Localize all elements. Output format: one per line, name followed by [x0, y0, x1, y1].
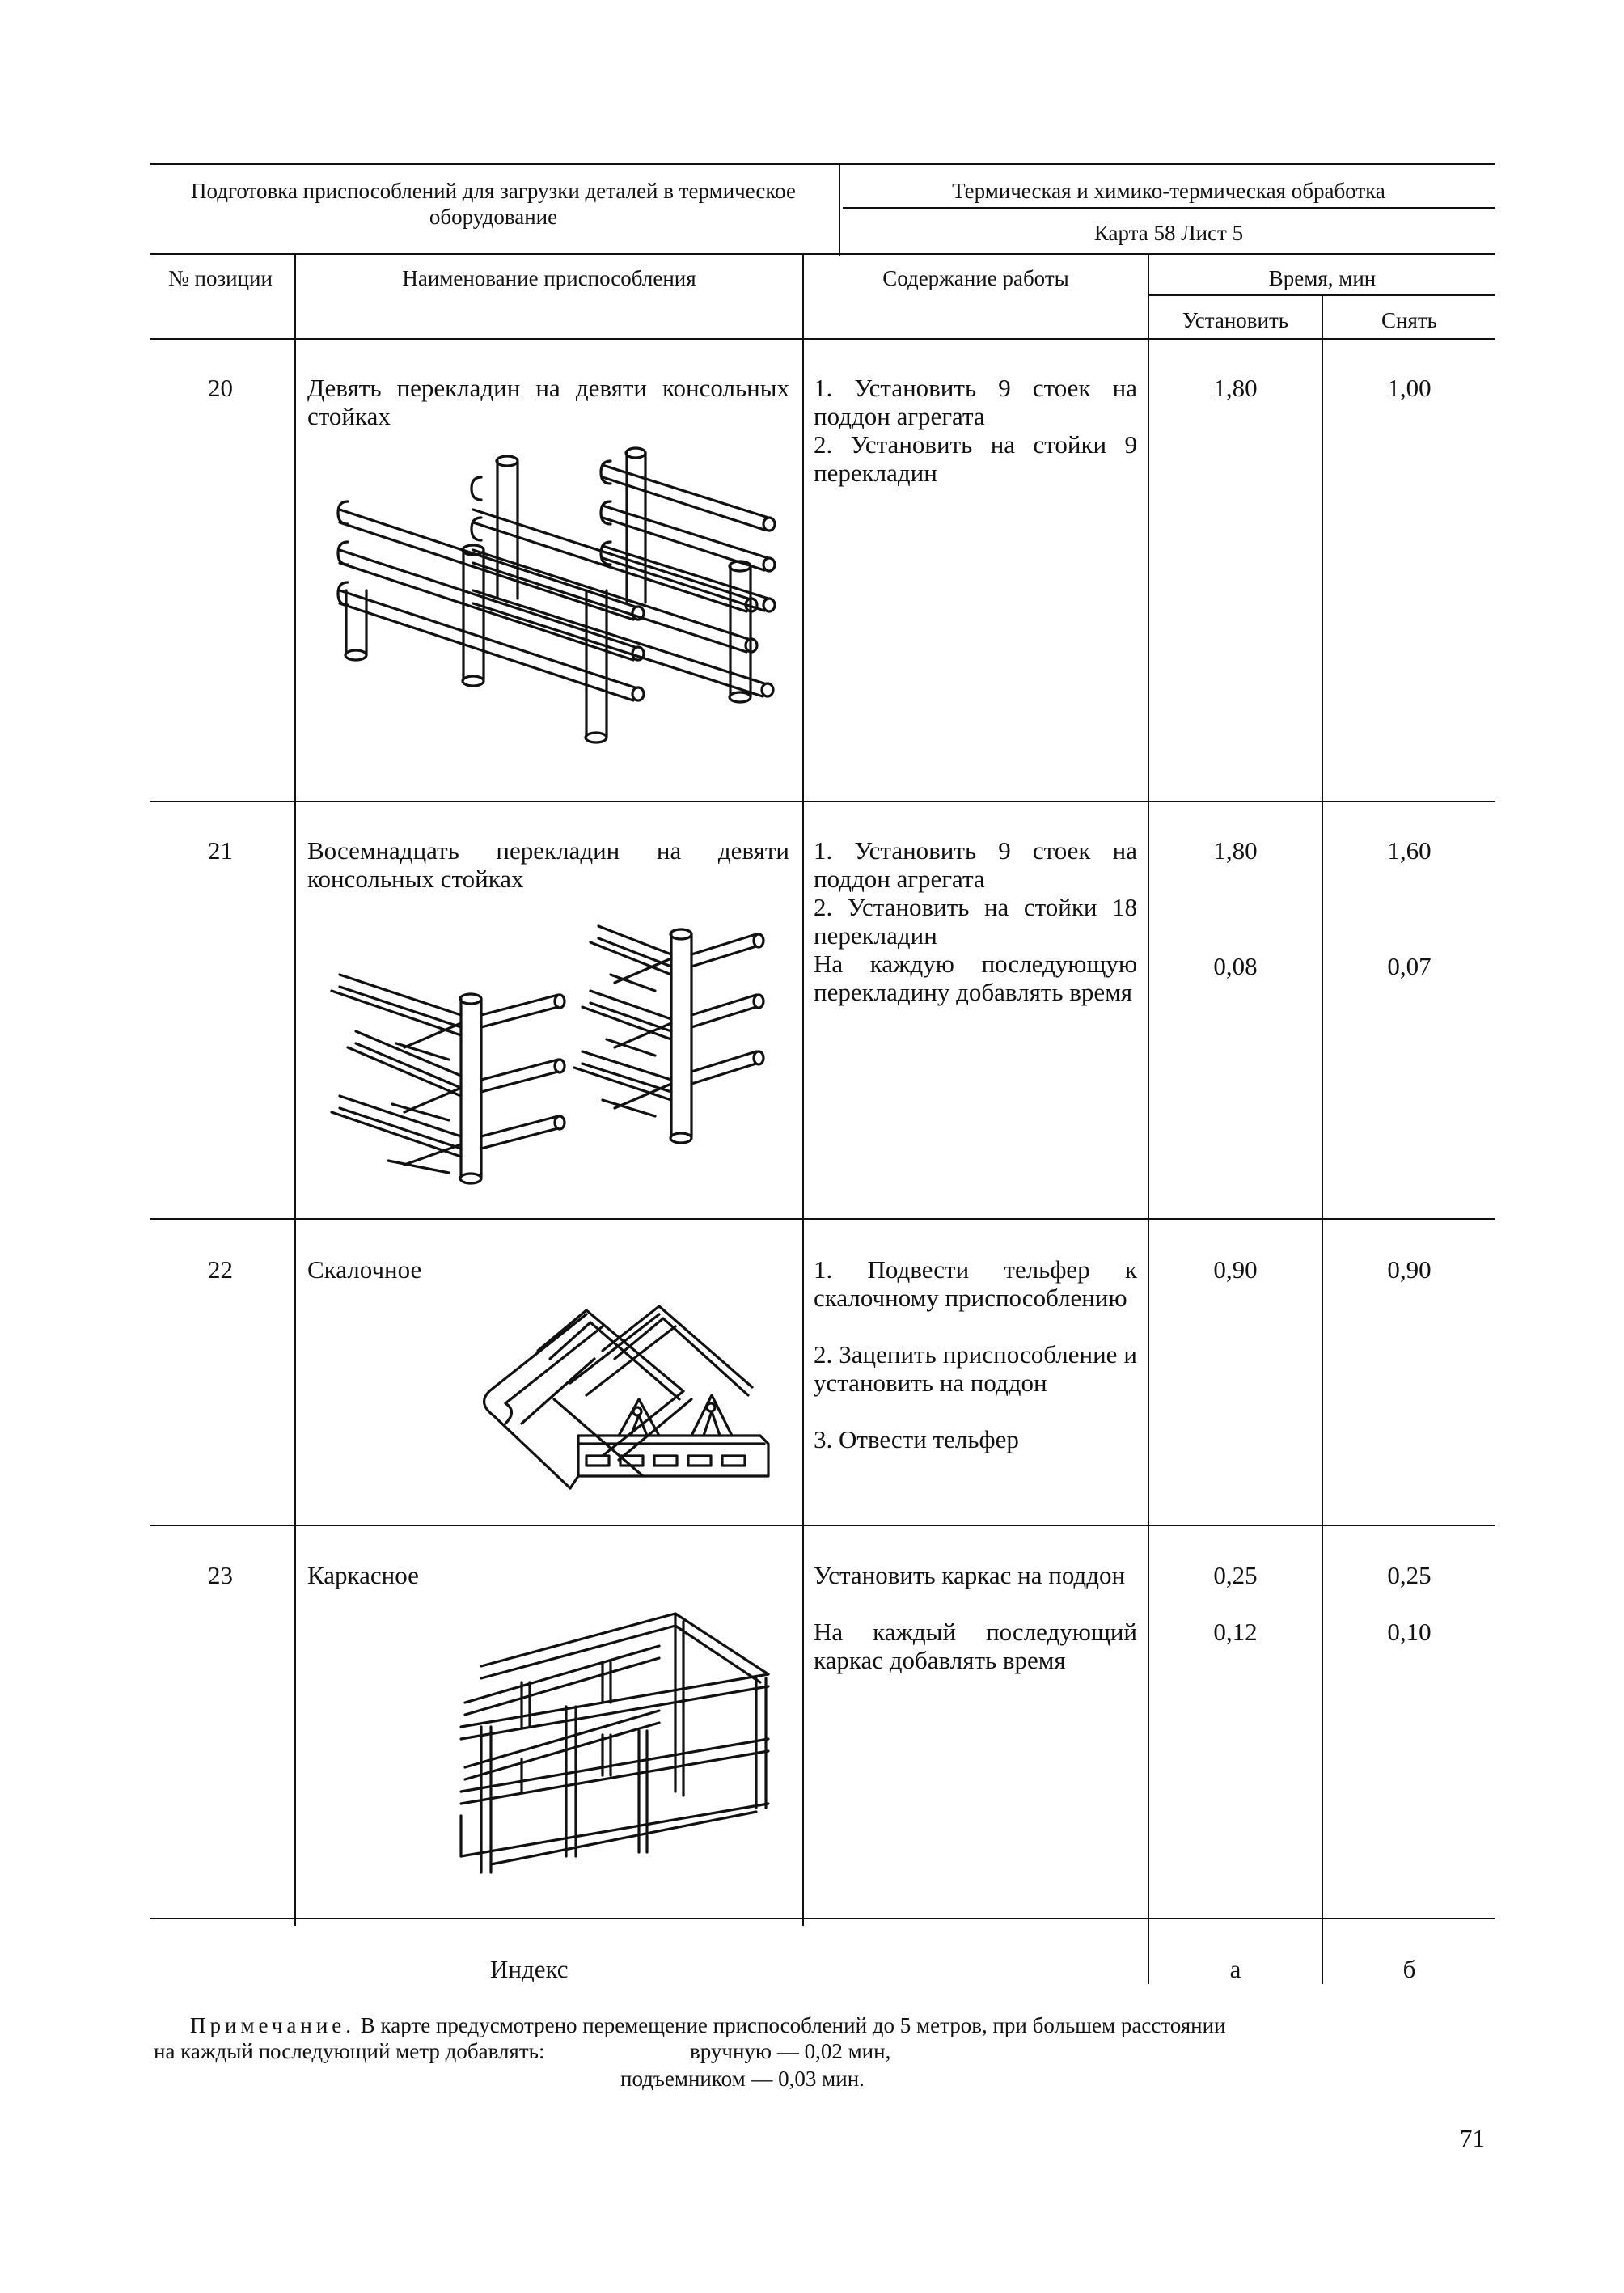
index-remove: б — [1402, 1955, 1416, 1983]
row-23-remove-2: 0,10 — [1387, 1618, 1432, 1646]
column-install-header: Установить — [1182, 308, 1289, 332]
page-number: 71 — [1460, 2124, 1485, 2152]
column-name-header: Наименование приспособления — [402, 266, 696, 290]
row-22-work-2: 2. Зацепить приспособление и установить на поддон — [814, 1340, 1137, 1397]
note-line-1 — [190, 2012, 1492, 2038]
row-20-name: Девять перекладин на девяти консольных стойках — [307, 374, 789, 430]
column-remove-header: Снять — [1381, 308, 1437, 332]
note-text: В карте предусмотрено перемещение приспособлений до 5 метров, при большем расстоянии — [360, 2013, 1226, 2037]
row-23-install-1: 0,25 — [1213, 1561, 1258, 1589]
row-20-remove: 1,00 — [1387, 374, 1432, 402]
eighteen-crossbars-drawing-icon — [315, 910, 793, 1185]
card-label: Карта 58 Лист 5 — [1093, 221, 1244, 245]
frame-fixture-drawing-icon — [449, 1597, 780, 1889]
row-23-remove-1: 0,25 — [1387, 1561, 1432, 1589]
row-23-work-1: Установить каркас на поддон — [814, 1561, 1126, 1589]
nine-crossbars-drawing-icon — [311, 429, 797, 768]
row-21-remove-1: 1,60 — [1387, 836, 1432, 865]
row-23-install-2: 0,12 — [1213, 1618, 1258, 1646]
index-label: Индекс — [490, 1955, 569, 1983]
row-22-work-1: 1. Подвести тельфер к скалочному приспособлению — [814, 1255, 1137, 1312]
row-21-work-3: На каждую последующую перекладину добавлять время — [814, 950, 1137, 1006]
row-21-install-1: 1,80 — [1213, 836, 1258, 865]
row-23-name: Каркасное — [307, 1561, 419, 1589]
row-21-work-1: 1. Установить 9 стоек на поддон агрегата — [814, 836, 1137, 893]
note-label: Примечание. — [190, 2013, 356, 2037]
row-22-remove: 0,90 — [1387, 1255, 1432, 1284]
note-lift: подъемником — 0,03 мин. — [620, 2067, 865, 2091]
row-21-number: 21 — [208, 836, 233, 865]
row-21-remove-2: 0,07 — [1387, 952, 1432, 980]
row-20-work-2: 2. Установить на стойки 9 перекладин — [814, 430, 1137, 487]
row-21-name: Восемнадцать перекладин на девяти консольных стойках — [307, 836, 789, 893]
row-23-work-2: На каждый последующий каркас добавлять время — [814, 1618, 1137, 1674]
column-position-header: № позиции — [168, 266, 273, 290]
column-content-header: Содержание работы — [882, 266, 1069, 290]
row-22-install: 0,90 — [1213, 1255, 1258, 1284]
row-22-number: 22 — [208, 1255, 233, 1284]
row-20-install: 1,80 — [1213, 374, 1258, 402]
column-time-header: Время, мин — [1268, 266, 1377, 290]
rolling-fixture-drawing-icon — [473, 1302, 780, 1496]
header-left-title: Подготовка приспособлений для загрузки деталей в термическое оборудование — [191, 179, 796, 229]
note-line-2: на каждый последующий метр добавлять: — [154, 2039, 545, 2063]
row-21-work-2: 2. Установить на стойки 18 перекладин — [814, 893, 1137, 950]
row-20-work-1: 1. Установить 9 стоек на поддон агрегата — [814, 374, 1137, 430]
note-manual: вручную — 0,02 мин, — [690, 2039, 891, 2063]
row-20-number: 20 — [208, 374, 233, 402]
row-21-install-2: 0,08 — [1213, 952, 1258, 980]
row-22-name: Скалочное — [307, 1255, 422, 1284]
header-right-title: Термическая и химико-термическая обработка — [952, 179, 1385, 203]
row-22-work-3: 3. Отвести тельфер — [814, 1425, 1019, 1453]
index-install: а — [1229, 1955, 1241, 1983]
row-23-number: 23 — [208, 1561, 233, 1589]
